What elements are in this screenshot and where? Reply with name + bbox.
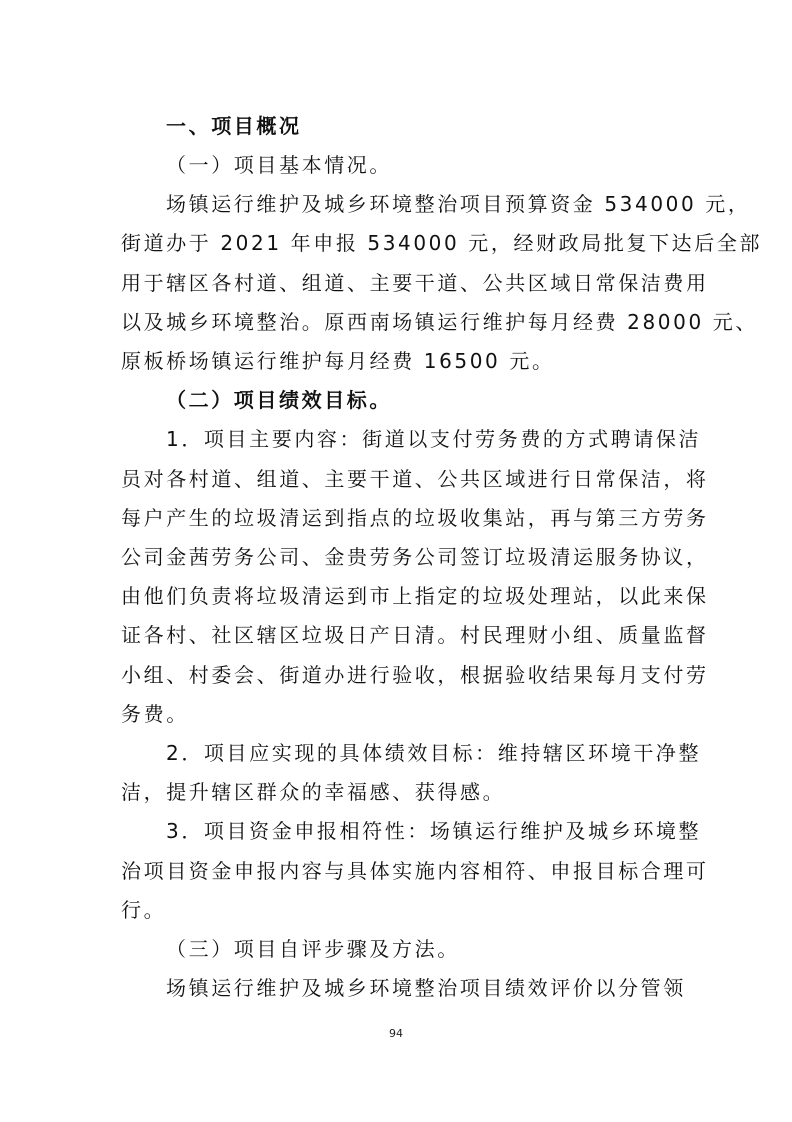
body-line: 务费。 <box>121 702 189 726</box>
body-line: 员对各村道、组道、主要干道、公共区域进行日常保洁，将 <box>121 467 709 491</box>
body-line: 行。 <box>121 898 167 922</box>
body-line: 小组、村委会、街道办进行验收，根据验收结果每月支付劳 <box>121 663 709 687</box>
body-line: 街道办于 2021 年申报 534000 元，经财政局批复下达后全部 <box>121 231 763 255</box>
body-line: 1．项目主要内容：街道以支付劳务费的方式聘请保洁 <box>166 427 702 451</box>
body-line: 治项目资金申报内容与具体实施内容相符、申报目标合理可 <box>121 859 709 883</box>
body-line: 洁，提升辖区群众的幸福感、获得感。 <box>121 780 506 804</box>
body-line: 由他们负责将垃圾清运到市上指定的垃圾处理站，以此来保 <box>121 584 709 608</box>
subsection-heading: （一）项目基本情况。 <box>166 153 392 177</box>
page-number: 94 <box>389 1027 403 1040</box>
body-line: 用于辖区各村道、组道、主要干道、公共区域日常保洁费用 <box>121 271 709 295</box>
body-line: 原板桥场镇运行维护每月经费 16500 元。 <box>121 349 555 373</box>
subsection-heading: （三）项目自评步骤及方法。 <box>166 937 460 961</box>
body-line: 公司金茜劳务公司、金贵劳务公司签订垃圾清运服务协议， <box>121 545 709 569</box>
section-heading: 一、项目概况 <box>166 114 302 138</box>
body-line: 以及城乡环境整治。原西南场镇运行维护每月经费 28000 元、 <box>121 310 758 334</box>
body-line: 2．项目应实现的具体绩效目标：维持辖区环境干净整 <box>166 741 702 765</box>
body-line: 证各村、社区辖区垃圾日产日清。村民理财小组、质量监督 <box>121 623 709 647</box>
body-line: 每户产生的垃圾清运到指点的垃圾收集站，再与第三方劳务 <box>121 506 709 530</box>
body-line: 场镇运行维护及城乡环境整治项目预算资金 534000 元， <box>166 192 751 216</box>
body-line: 3．项目资金申报相符性：场镇运行维护及城乡环境整 <box>166 819 702 843</box>
body-line: 场镇运行维护及城乡环境整治项目绩效评价以分管领 <box>166 976 686 1000</box>
subsection-heading: （二）项目绩效目标。 <box>166 388 392 412</box>
